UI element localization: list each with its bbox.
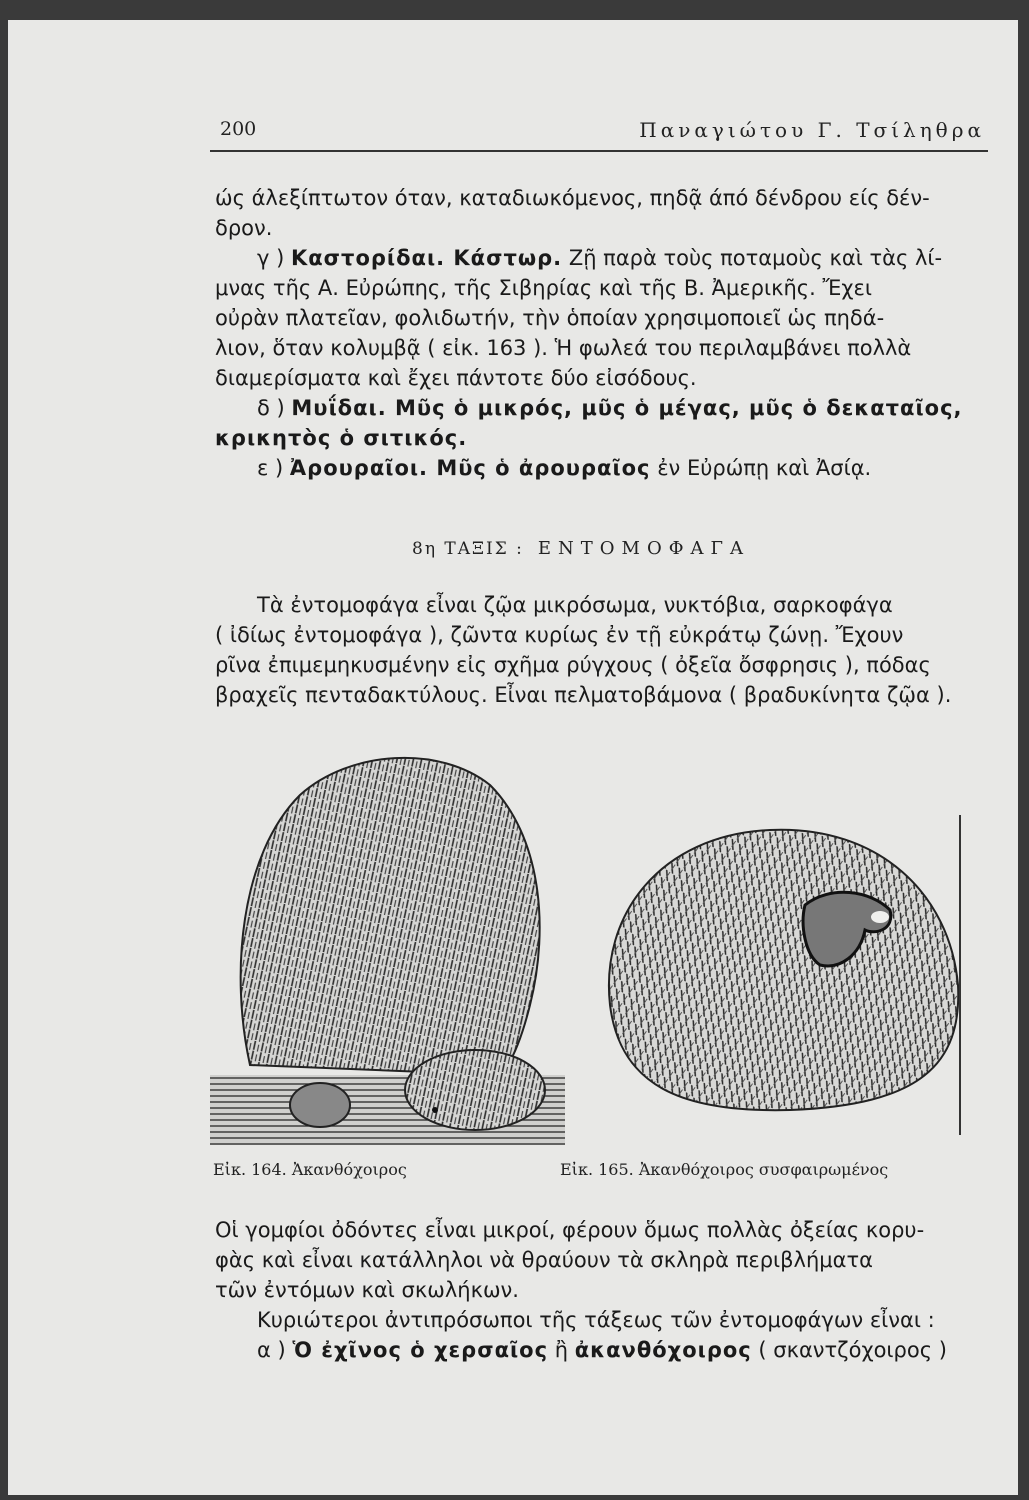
item-text: ἐν Εὐρώπῃ καὶ Ἀσίᾳ. bbox=[650, 456, 872, 480]
rolled-hedgehog-illustration bbox=[590, 805, 975, 1145]
item-marker: α ) bbox=[257, 1338, 293, 1362]
text-line: βραχεῖς πενταδακτύλους. Εἶναι πελματοβάμονα ( βραδυκίνητα ζῷα ). bbox=[215, 683, 952, 707]
hedgehog-illustration bbox=[210, 745, 565, 1145]
item-text: ἢ bbox=[548, 1338, 575, 1362]
header-rule bbox=[210, 150, 988, 152]
section-heading bbox=[412, 538, 750, 559]
text-line: ώς άλεξίπτωτον όταν, καταδιωκόμενος, πηδᾷ άπό δένδρου είς δέν- bbox=[215, 186, 930, 210]
paragraph-rodents bbox=[215, 183, 985, 483]
text-line: Οἱ γομφίοι ὀδόντες εἶναι μικροί, φέρουν ὅμως πολλὰς ὀξείας κορυ- bbox=[215, 1218, 925, 1242]
paragraph-insectivores bbox=[215, 590, 985, 710]
bold-term: κρικητὸς ὁ σιτικός. bbox=[215, 426, 468, 450]
bold-term: Καστορίδαι. Κάστωρ. bbox=[290, 246, 563, 270]
text-line: τῶν ἐντόμων καὶ σκωλήκων. bbox=[215, 1278, 519, 1302]
text-line: διαμερίσματα καὶ ἔχει πάντοτε δύο εἰσόδους. bbox=[215, 366, 697, 390]
text-line: ( ἰδίως ἐντομοφάγα ), ζῶντα κυρίως ἐν τῇ εὐκράτῳ ζώνῃ. Ἔχουν bbox=[215, 623, 904, 647]
figure-165-caption: Εἰκ. 165. Ἀκανθόχοιρος συσφαιρωμένος bbox=[560, 1160, 889, 1179]
item-text: Ζῇ παρὰ τοὺς ποταμοὺς καὶ τὰς λί- bbox=[562, 246, 943, 270]
item-arvicolidae bbox=[215, 453, 985, 483]
page-header bbox=[210, 118, 985, 150]
item-marker: ε ) bbox=[257, 456, 290, 480]
page-number: 200 bbox=[220, 118, 257, 140]
text-line: ρῖνα ἐπιμεμηκυσμένην εἰς σχῆμα ρύγχους ( ὀξεῖα ὄσφρησις ), πόδας bbox=[215, 653, 931, 677]
item-muridae bbox=[215, 393, 985, 423]
figure-164-caption: Εἰκ. 164. Ἀκανθόχοιρος bbox=[213, 1160, 407, 1179]
section-name: ΕΝΤΟΜΟΦΑΓΑ bbox=[537, 538, 750, 559]
text-line: μνας τῆς Α. Εὐρώπης, τῆς Σιβηρίας καὶ τῆς Β. Ἀμερικῆς. Ἔχει bbox=[215, 276, 872, 300]
text-line: Κυριώτεροι ἀντιπρόσωποι τῆς τάξεως τῶν ἐντομοφάγων εἶναι : bbox=[257, 1308, 935, 1332]
item-hedgehog bbox=[215, 1335, 985, 1365]
bold-term: Μυΐδαι. Μῦς ὁ μικρός, μῦς ὁ μέγας, μῦς ὁ δεκαταῖος, bbox=[291, 396, 963, 420]
item-text: ( σκαντζόχοιρος ) bbox=[751, 1338, 947, 1362]
text-line: λιον, ὅταν κολυμβᾷ ( εἰκ. 163 ). Ἡ φωλεά του περιλαμβάνει πολλὰ bbox=[215, 336, 912, 360]
item-marker: δ ) bbox=[257, 396, 292, 420]
paragraph-teeth bbox=[215, 1215, 985, 1365]
item-marker: γ ) bbox=[257, 246, 291, 270]
text-line: οὐρὰν πλατεῖαν, φολιδωτήν, τὴν ὁποίαν χρησιμοποιεῖ ὡς πηδά- bbox=[215, 306, 885, 330]
text-line: δρον. bbox=[215, 216, 273, 240]
text-line: φὰς καὶ εἶναι κατάλληλοι νὰ θραύουν τὰ σκληρὰ περιβλήματα bbox=[215, 1248, 873, 1272]
bold-term: Ὁ ἐχῖνος ὁ χερσαῖος bbox=[292, 1338, 549, 1362]
section-order: 8η ΤΑΞΙΣ : bbox=[412, 539, 524, 559]
bold-term: Ἀρουραῖοι. Μῦς ὁ ἀρουραῖος bbox=[289, 456, 651, 480]
running-head: Παναγιώτου Γ. Τσίληθρα bbox=[639, 118, 985, 142]
bold-term: ἀκανθόχοιρος bbox=[574, 1338, 752, 1362]
item-castoridae bbox=[215, 243, 985, 273]
text-line: Τὰ ἐντομοφάγα εἶναι ζῷα μικρόσωμα, νυκτόβια, σαρκοφάγα bbox=[257, 593, 893, 617]
